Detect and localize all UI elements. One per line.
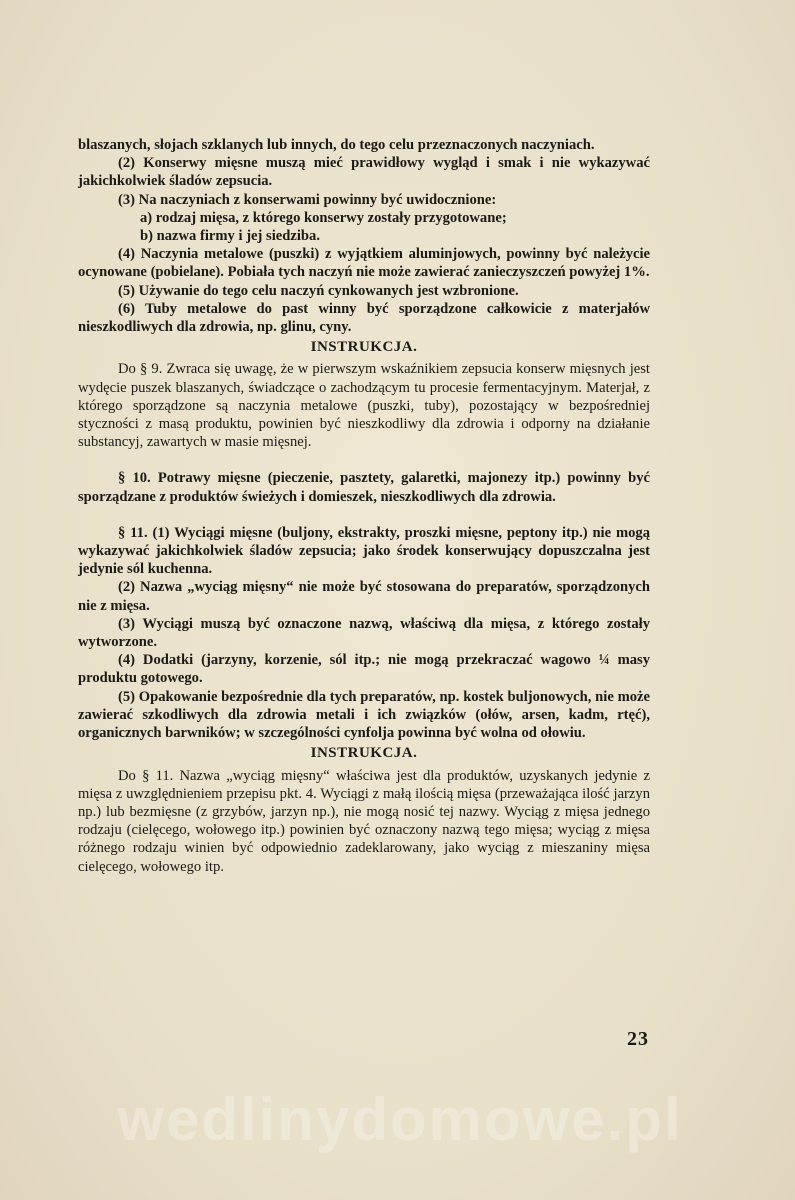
section-10: § 10. Potrawy mięsne (pieczenie, pasztety, galaretki, majonezy itp.) powinny być sporządzane z produktów świeżych i domieszek, nieszkodliwych dla zdrowia.	[78, 470, 650, 505]
section-11-2: (2) Nazwa „wyciąg mięsny“ nie może być stosowana do preparatów, sporządzonych nie z mięsa.	[78, 579, 650, 614]
heading-instrukcja-1: INSTRUKCJA.	[310, 339, 418, 356]
section-11-5: (5) Opakowanie bezpośrednie dla tych preparatów, np. kostek buljonowych, nie może zawierać szkodliwych dla zdrowia metali i ich związków (ołów, arsen, kadm, rtęć), organicznych barwników; w szczególności cynfolja powinna być wolna od ołowiu.	[78, 688, 650, 742]
paragraph-9-4: (4) Naczynia metalowe (puszki) z wyjątkiem aluminjowych, powinny być należycie ocynowane (pobielane). Pobiała tych naczyń nie może zawierać zanieczyszczeń powyżej 1%.	[78, 246, 650, 281]
paragraph-9-3b: b) nazwa firmy i jej siedziba.	[140, 228, 320, 245]
paragraph-9-5: (5) Używanie do tego celu naczyń cynkowanych jest wzbronione.	[118, 282, 519, 299]
section-11-4: (4) Dodatki (jarzyny, korzenie, sól itp.; nie mogą przekraczać wagowo ¼ masy produktu gotowego.	[78, 652, 650, 687]
section-11-1: § 11. (1) Wyciągi mięsne (buljony, ekstrakty, proszki mięsne, peptony itp.) nie mogą wykazywać jakichkolwiek śladów zepsucia; jako środek konserwujący dopuszczalna jest jedynie sól kuchenna.	[78, 524, 650, 578]
text-column	[78, 136, 650, 876]
paragraph-continuation: blaszanych, słojach szklanych lub innych, do tego celu przeznaczonych naczyniach.	[78, 137, 595, 153]
paragraph-9-3a: a) rodzaj mięsa, z którego konserwy zostały przygotowane;	[140, 209, 507, 226]
section-11-3: (3) Wyciągi muszą być oznaczone nazwą, właściwą dla mięsa, z którego zostały wytworzone.	[78, 615, 650, 651]
page-number: 23	[627, 1028, 649, 1050]
heading-instrukcja-2: INSTRUKCJA.	[310, 745, 418, 762]
paragraph-9-2: (2) Konserwy mięsne muszą mieć prawidłowy wygląd i smak i nie wykazywać jakichkolwiek śladów zepsucia.	[78, 155, 650, 190]
paragraph-9-3: (3) Na naczyniach z konserwami powinny być uwidocznione:	[118, 191, 497, 208]
watermark-text: wedlinydomowe.pl	[117, 1086, 683, 1153]
instruction-11: Do § 11. Nazwa „wyciąg mięsny“ właściwa jest dla produktów, uzyskanych jedynie z mięsa z uwzględnieniem przepisu pkt. 4. Wyciągi z małą ilością mięsa (przeważająca ilość jarzyn np.) lub bezmięsne (z grzybów, jarzyn np.), nie mogą nosić tej nazwy. Wyciąg z mięsa jednego rodzaju (cielęcego, wołowego itp.) powinien być oznaczony nazwą tego mięsa; wyciąg z mięsa różnego rodzaju winien być odpowiednio zadeklarowany, jako wyciąg z mieszaniny mięsa cielęcego, wołowego itp.	[78, 767, 650, 875]
instruction-9: Do § 9. Zwraca się uwagę, że w pierwszym wskaźnikiem zepsucia konserw mięsnych jest wydęcie puszek blaszanych, świadczące o zachodzącym tu procesie fermentacyjnym. Materjał, z którego sporządzone są naczynia metalowe (puszki, tuby), pozostający w bezpośredniej styczności z masą produktu, powinien być nieszkodliwy dla zdrowia i odporny na działanie substancyj, zawartych w masie mięsnej.	[78, 361, 650, 451]
paragraph-9-6: (6) Tuby metalowe do past winny być sporządzone całkowicie z materjałów nieszkodliwych dla zdrowia, np. glinu, cyny.	[78, 300, 650, 336]
